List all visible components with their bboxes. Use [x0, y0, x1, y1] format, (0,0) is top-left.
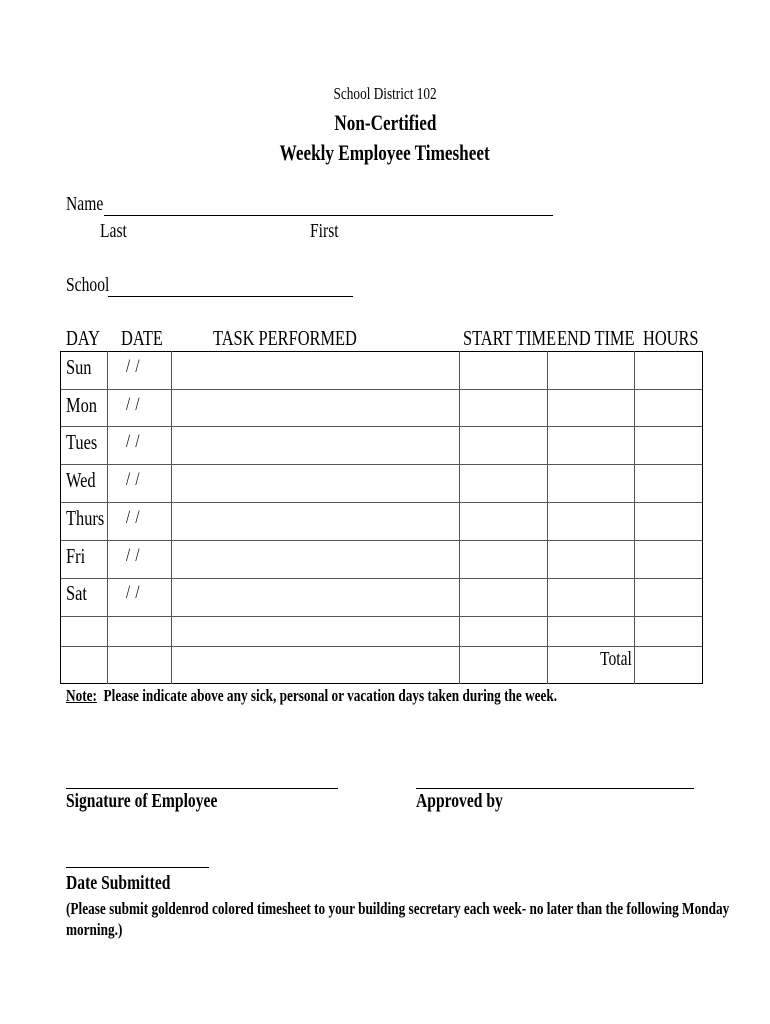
day-label-sat: Sat [66, 581, 87, 605]
date-submitted-label: Date Submitted [66, 872, 171, 894]
column-header-day: DAY [66, 326, 100, 350]
day-label-thurs: Thurs [66, 506, 105, 530]
day-label-tues: Tues [66, 430, 98, 454]
timesheet-table [60, 351, 703, 684]
table-border-right [702, 351, 703, 684]
date-field-sun[interactable]: / / [126, 356, 141, 377]
day-label-mon: Mon [66, 393, 97, 417]
last-name-caption: Last [100, 220, 127, 242]
form-subtitle: Weekly Employee Timesheet [279, 140, 491, 165]
table-border-left [60, 351, 61, 684]
table-border-top [60, 351, 703, 352]
employee-signature-label: Signature of Employee [66, 790, 218, 812]
note-body: Please indicate above any sick, personal or vacation days taken during the week. [103, 686, 558, 705]
column-divider [547, 351, 548, 684]
name-label: Name [66, 193, 104, 215]
date-field-fri[interactable]: / / [126, 545, 141, 566]
first-name-caption: First [310, 220, 339, 242]
district-name: School District 102 [333, 84, 437, 103]
name-field-line[interactable] [104, 215, 553, 216]
column-divider [459, 351, 460, 684]
row-divider [60, 502, 703, 503]
column-header-date: DATE [121, 326, 163, 350]
total-label: Total [600, 648, 632, 670]
note-text [66, 686, 696, 706]
table-border-bottom [60, 683, 703, 684]
employee-signature-line[interactable] [66, 788, 338, 789]
school-field-line[interactable] [108, 296, 353, 297]
school-label: School [66, 274, 110, 296]
day-label-fri: Fri [66, 544, 86, 568]
column-divider [171, 351, 172, 684]
column-header-task: TASK PERFORMED [213, 326, 357, 350]
row-divider [60, 426, 703, 427]
form-title: Non-Certified [334, 110, 436, 135]
instructions-line-2: morning.) [66, 920, 123, 939]
approved-by-label: Approved by [416, 790, 503, 812]
date-field-wed[interactable]: / / [126, 469, 141, 490]
day-label-wed: Wed [66, 468, 96, 492]
row-divider [60, 646, 703, 647]
date-submitted-line[interactable] [66, 867, 209, 868]
row-divider [60, 578, 703, 579]
column-divider [634, 351, 635, 684]
note-label: Note: [66, 686, 97, 705]
instructions-line-1: (Please submit goldenrod colored timesheet to your building secretary each week- no later than the following Monday [66, 899, 730, 918]
row-divider [60, 616, 703, 617]
row-divider [60, 389, 703, 390]
column-header-end-time: END TIME [557, 326, 635, 350]
day-label-sun: Sun [66, 355, 92, 379]
row-divider [60, 464, 703, 465]
date-field-tues[interactable]: / / [126, 431, 141, 452]
date-field-sat[interactable]: / / [126, 582, 141, 603]
column-header-hours: HOURS [643, 326, 699, 350]
date-field-thurs[interactable]: / / [126, 507, 141, 528]
approved-by-line[interactable] [416, 788, 694, 789]
date-field-mon[interactable]: / / [126, 394, 141, 415]
column-header-start-time: START TIME [463, 326, 557, 350]
row-divider [60, 540, 703, 541]
